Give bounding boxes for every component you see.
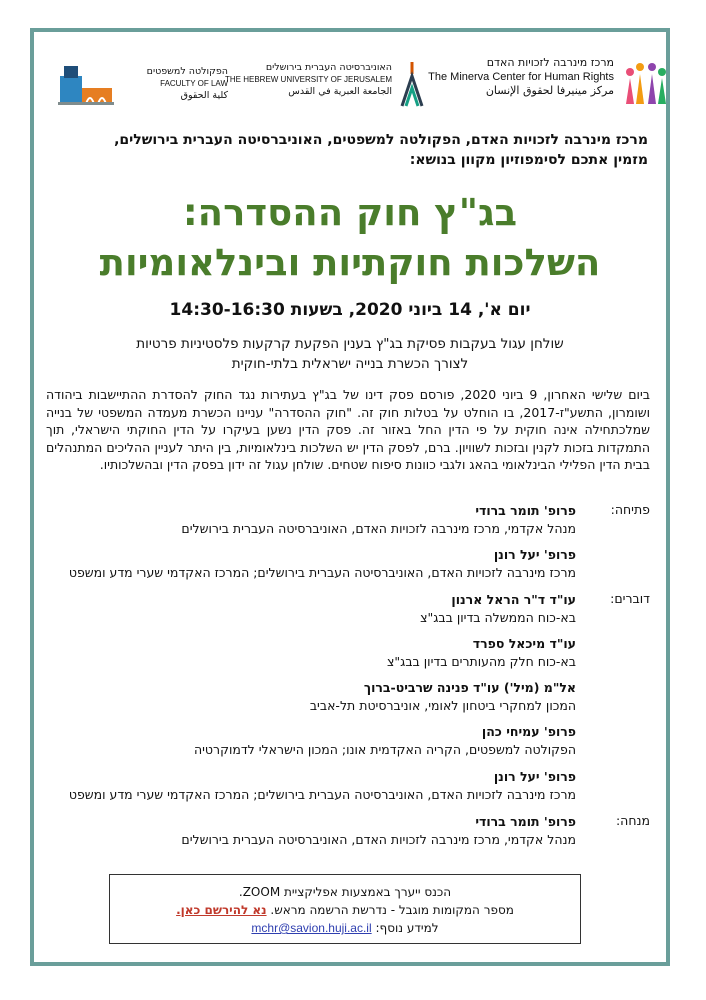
participant-name: פרופ' יעל רונן <box>493 769 576 784</box>
participant <box>46 679 576 715</box>
participant <box>46 502 576 538</box>
moderator-label: מנחה: <box>615 813 650 828</box>
participant-affiliation: בא-כוח חלק מהעותרים בדיון בבג"צ <box>387 654 576 669</box>
participant-affiliation: מנהל אקדמי, מרכז מינרבה לזכויות האדם, האוניברסיטה העברית בירושלים <box>181 521 576 536</box>
participant <box>46 723 576 759</box>
participant <box>46 546 576 582</box>
info-line <box>110 919 580 937</box>
zoom-notice: הכנס ייערך באמצעות אפליקציית ZOOM. <box>238 885 452 899</box>
register-link[interactable]: נא להירשם כאן. <box>176 903 267 917</box>
participant <box>46 768 576 804</box>
law-name-ar: كلية الحقوق <box>180 90 228 101</box>
minerva-logo <box>428 54 670 110</box>
subtitle-line-2: לצורך הכשרת בנייה ישראלית בלתי-חוקית <box>231 356 469 372</box>
law-name-en: FACULTY OF LAW <box>160 79 228 88</box>
participant-name: פרופ' עמיחי כהן <box>481 724 576 739</box>
participant-name: פרופ' יעל רונן <box>493 547 576 562</box>
title-line-2: השלכות חוקתיות ובינלאומיות <box>99 241 601 284</box>
subtitle-line-1: שולחן עגול בעקבות פסיקת בג"ץ בענין הפקעת קרקעות פלסטיניות פרטיות <box>136 336 564 352</box>
faculty-building-icon <box>58 62 114 106</box>
participant-affiliation: הפקולטה למשפטים, הקריה האקדמית אונו; המכון הישראלי לדמוקרטיה <box>193 742 576 757</box>
logos-header <box>58 54 670 114</box>
minerva-name-ar: مركز مينيرفا لحقوق الإنسان <box>485 84 614 97</box>
limited-seats-text: מספר המקומות מוגבל - נדרשת הרשמה מראש. <box>270 903 514 917</box>
huji-logo <box>225 56 426 112</box>
minerva-name-en: The Minerva Center for Human Rights <box>428 71 614 83</box>
registration-line <box>110 901 580 919</box>
roundtable-subtitle <box>34 334 666 374</box>
participant-affiliation: בא-כוח הממשלה בדיון בבג"צ <box>420 610 576 625</box>
invitation-text <box>58 130 648 170</box>
info-label: למידע נוסף: <box>375 921 439 935</box>
law-name-he: הפקולטה למשפטים <box>146 66 228 77</box>
participant-name: עו"ד מיכאל ספרד <box>472 636 576 651</box>
participant-affiliation: מנהל אקדמי, מרכז מינרבה לזכויות האדם, האוניברסיטה העברית בירושלים <box>181 832 576 847</box>
title-line-1: בג"ץ חוק ההסדרה: <box>182 191 518 234</box>
symposium-title <box>34 188 666 288</box>
invitation-line-2: מזמין אתכם לסימפוזיון מקוון בנושא: <box>409 152 648 168</box>
huji-name-he: האוניברסיטה העברית בירושלים <box>265 62 392 73</box>
contact-email-link[interactable]: mchr@savion.huji.ac.il <box>251 921 372 935</box>
huji-name-ar: الجامعة العبرية في القدس <box>288 86 392 97</box>
participant-name: עו"ד ד"ר הראל ארנון <box>451 592 576 607</box>
huji-name-en: THE HEBREW UNIVERSITY OF JERUSALEM <box>225 75 392 84</box>
registration-box <box>109 874 581 944</box>
event-date: יום א', 14 ביוני 2020, בשעות 14:30-16:30 <box>169 300 531 320</box>
participant <box>46 813 576 849</box>
participant-name: פרופ' תומר ברודי <box>475 814 576 829</box>
participant <box>46 591 576 627</box>
minerva-figures-icon <box>622 60 670 106</box>
event-description: ביום שלישי האחרון, 9 ביוני 2020, פורסם פסק דינו של בג"ץ בעתירות נגד החוק להסדרת ההתיישבות ביהודה ושומרון, התשע"ז-2017, בו הוחלט על בטלות חוק זה. "חוק ההסדרה" עניינו הכשרת מעמדה המשפטי של בנייה שמלכתחילה אינה חוקית על פי הדין החל באזור זה. פסק הדין נשען בעיקרו על הדין החוקתי הישראלי, תוך התמקדות בזכות לקנין ובזכות לשוויון. ברם, לפסק הדין יש השלכות בינלאומיות, בין היתר לעניין ההליכים המתנהלים בבית הדין הפלילי הבינלאומי בהאג ולגבי כוונות סיפוח שטחים. שולחן עגול זה ידון בפסק הדין ובהשלכותיו. <box>46 387 650 472</box>
participant <box>46 635 576 671</box>
invitation-line-1: מרכז מינרבה לזכויות האדם, הפקולטה למשפטים, האוניברסיטה העברית בירושלים, <box>114 132 648 148</box>
participant-affiliation: מרכז מינרבה לזכויות האדם, האוניברסיטה העברית בירושלים; המרכז האקדמי שערי מדע ומשפט <box>68 565 576 580</box>
minerva-name-he: מרכז מינרבה לזכויות האדם <box>486 56 614 69</box>
participant-affiliation: מרכז מינרבה לזכויות האדם, האוניברסיטה העברית בירושלים; המרכז האקדמי שערי מדע ומשפט <box>68 787 576 802</box>
opening-label: פתיחה: <box>610 502 650 517</box>
huji-emblem-icon <box>398 60 426 108</box>
participant-name: פרופ' תומר ברודי <box>475 503 576 518</box>
participant-affiliation: המכון למחקרי ביטחון לאומי, אוניברסיטת תל-אביב <box>309 698 576 713</box>
participant-name: אל"מ (מיל') עו"ד פנינה שרביט-ברוך <box>363 680 576 695</box>
faculty-of-law-logo <box>58 60 228 110</box>
speakers-label: דוברים: <box>610 591 650 606</box>
